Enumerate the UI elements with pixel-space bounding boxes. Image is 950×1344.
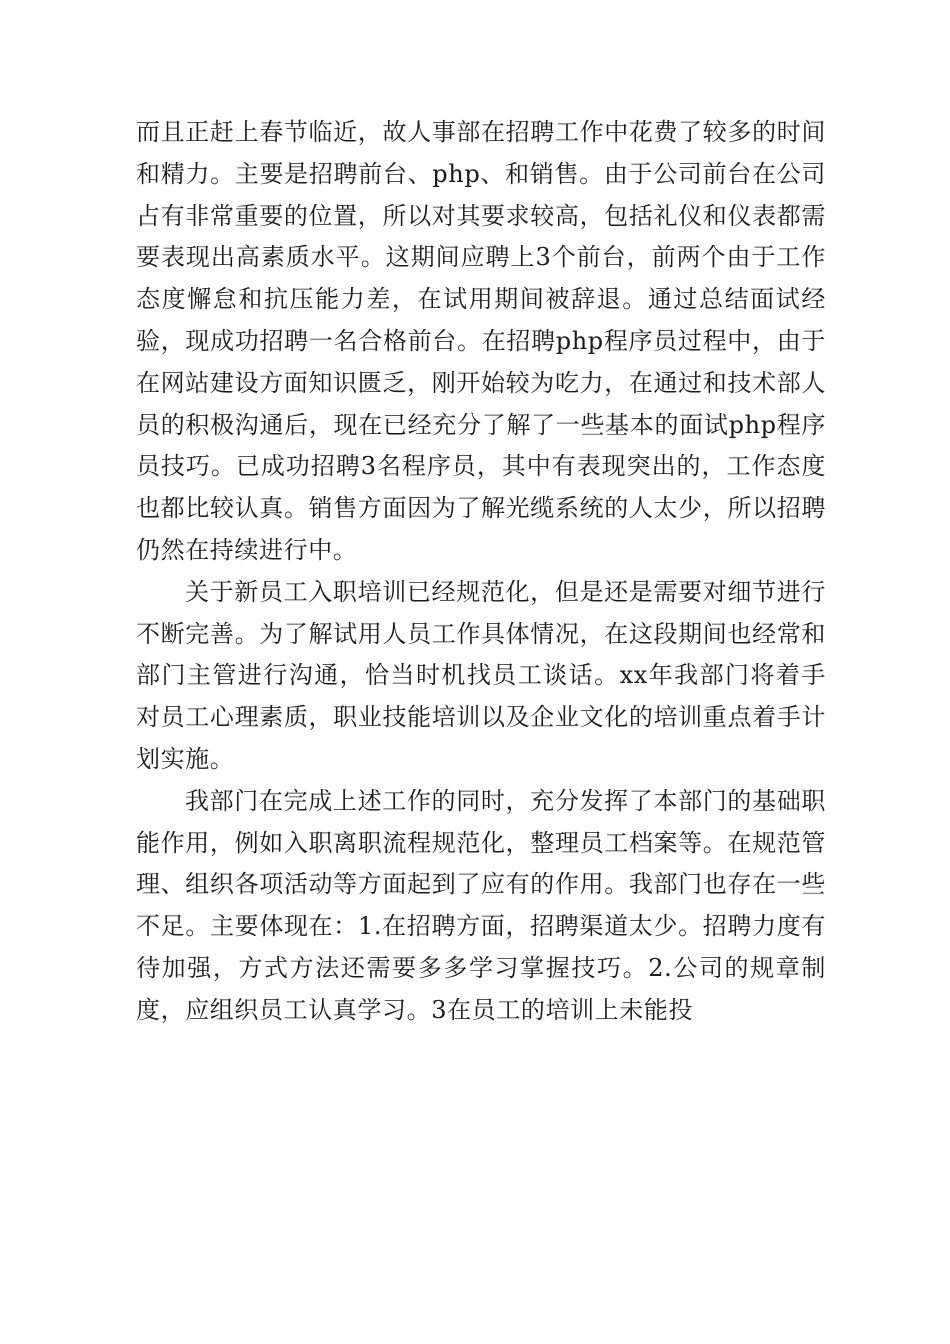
document-body [136,112,826,1032]
paragraph-recruitment: 而且正赶上春节临近，故人事部在招聘工作中花费了较多的时间和精力。主要是招聘前台、php、和销售。由于公司前台在公司占有非常重要的位置，所以对其要求较高，包括礼仪和仪表都需要表现出高素质水平。这期间应聘上3个前台，前两个由于工作态度懈怠和抗压能力差，在试用期间被辞退。通过总结面试经验，现成功招聘一名合格前台。在招聘php程序员过程中，由于在网站建设方面知识匮乏，刚开始较为吃力，在通过和技术部人员的积极沟通后，现在已经充分了解了一些基本的面试php程序员技巧。已成功招聘3名程序员，其中有表现突出的，工作态度也都比较认真。销售方面因为了解光缆系统的人太少，所以招聘仍然在持续进行中。 [136,118,826,564]
paragraph-shortcomings: 我部门在完成上述工作的同时，充分发挥了本部门的基础职能作用，例如入职离职流程规范化，整理员工档案等。在规范管理、组织各项活动等方面起到了应有的作用。我部门也存在一些不足。主要体现在：1.在招聘方面，招聘渠道太少。招聘力度有待加强，方式方法还需要多多学习掌握技巧。2.公司的规章制度，应组织员工认真学习。3在员工的培训上未能投 [136,786,826,1024]
paragraph-training: 关于新员工入职培训已经规范化，但是还是需要对细节进行不断完善。为了解试用人员工作具体情况，在这段期间也经常和部门主管进行沟通，恰当时机找员工谈话。xx年我部门将着手对员工心理素质，职业技能培训以及企业文化的培训重点着手计划实施。 [136,577,826,773]
